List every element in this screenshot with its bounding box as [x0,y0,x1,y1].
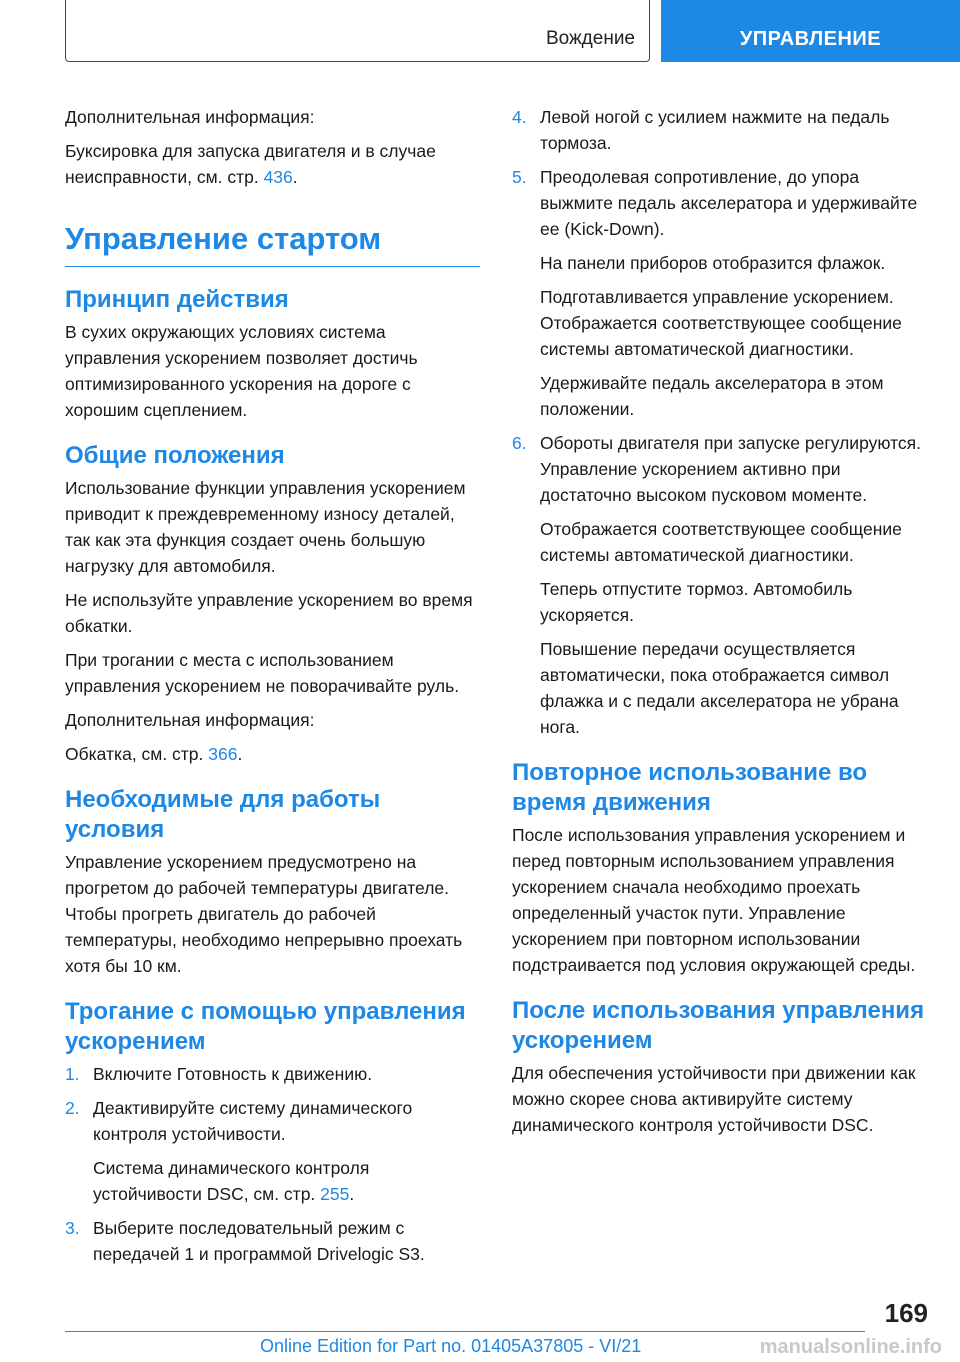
header-chapter-tab [661,0,960,62]
left-column [65,104,480,1275]
heading-principle: Принцип действия [65,286,289,313]
principle-text: В сухих окружающих условиях система управления ускорением позволяет достичь оптимизированного ускорения на дороге с хорошим сцеплением. [65,322,418,420]
steps-list-left [65,1061,480,1267]
heading-after: После использования управления ускорением [512,997,925,1054]
heading-repeat: Повторное использование во время движения [512,759,868,816]
list-item: 5. Преодолевая сопротивление, до упора выжмите педаль акселератора и удерживайте ее (Kick-Down). На панели приборов отобразится флажок. Подготавливается управление ускорением. Отображается соответствующее сообщение системы автоматической диагностики. Удерживайте педаль акселератора в этом положении. [512,167,918,419]
page-link-366[interactable]: 366 [208,744,238,764]
heading-general: Общие положения [65,442,285,469]
footer-edition: Online Edition for Part no. 01405A37805 - VI/21 [260,1336,642,1356]
page-link-436[interactable]: 436 [263,167,293,187]
page-link-255[interactable]: 255 [320,1184,350,1204]
general-p2: Не используйте управление ускорением во время обкатки. [65,590,473,636]
header-section-label: Вождение [545,28,635,49]
right-column [512,104,930,1146]
page-number: 169 [884,1298,928,1328]
main-heading: Управление стартом [65,220,480,267]
general-p5: Обкатка, см. стр. 366. [65,744,243,764]
header-section-tab [65,0,650,62]
repeat-text: После использования управления ускорением и перед повторным использованием управления ускорением сначала необходимо проехать определенный участок пути. Управление ускорением при повторном использовании подстраивается под условия окружающей среды. [512,825,916,975]
list-item: 6. Обороты двигателя при запуске регулируются. Управление ускорением активно при достаточно высоком пусковом моменте. Отображается соответствующее сообщение системы автоматической диагностики. Теперь отпустите тормоз. Автомобиль ускоряется. Повышение передачи осуществляется автоматически, пока отображается символ флажка и с педали акселератора не убрана нога. [512,433,922,737]
list-item: 2. Деактивируйте систему динамического контроля устойчивости. Система динамического контроля устойчивости DSC, см. стр. 255. [65,1098,413,1204]
general-p4: Дополнительная информация: [65,710,315,730]
intro-label: Дополнительная информация: [65,107,315,127]
list-item: 4. Левой ногой с усилием нажмите на педаль тормоза. [512,107,890,153]
steps-list-right [512,104,930,740]
after-text: Для обеспечения устойчивости при движении как можно скорее снова активируйте систему динамического контроля устойчивости DSC. [512,1063,916,1135]
list-item: 1. Включите Готовность к движению. [65,1064,373,1084]
intro-text: Буксировка для запуска двигателя и в случае неисправности, см. стр. 436. [65,141,436,187]
general-p3: При трогании с места с использованием управления ускорением не поворачивайте руль. [65,650,460,696]
footer-divider [65,1331,865,1332]
heading-start: Трогание с помощью управления ускорением [65,998,466,1055]
watermark: manualsonline.info [759,1336,942,1358]
heading-conditions: Необходимые для работы условия [65,786,381,843]
header-chapter-label: УПРАВЛЕНИЕ [739,28,882,50]
conditions-text: Управление ускорением предусмотрено на прогретом до рабочей температуры двигателе. Чтобы прогреть двигатель до рабочей температуры, необходимо непрерывно проехать хотя бы 10 км. [65,852,463,976]
general-p1: Использование функции управления ускорением приводит к преждевременному износу деталей, так как эта функция создает очень большую нагрузку для автомобиля. [65,478,466,576]
list-item: 3. Выберите последовательный режим с передачей 1 и программой Drivelogic S3. [65,1218,425,1264]
